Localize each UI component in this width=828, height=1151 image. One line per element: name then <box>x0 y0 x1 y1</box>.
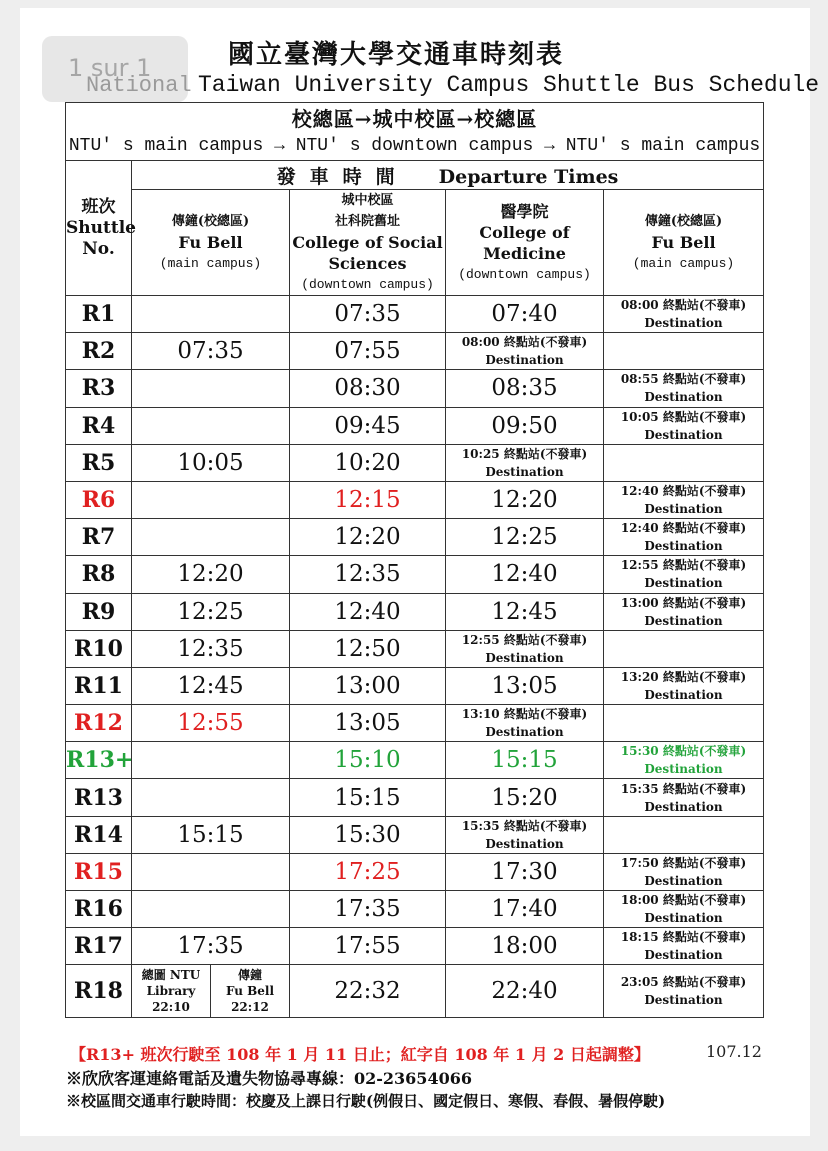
time: 15:20 <box>491 784 558 811</box>
shuttle-no-cell <box>66 407 132 444</box>
bell-zh: 傳鐘 <box>237 968 262 983</box>
medicine-dest-cell <box>446 333 604 370</box>
fu-bell-dest-cell <box>604 444 764 481</box>
destination-label: Destination <box>644 873 723 888</box>
departure-en: Departure Times <box>438 165 619 188</box>
shuttle-no-cell <box>66 333 132 370</box>
social-sciences-time-cell <box>290 853 446 890</box>
shuttle-no: R12 <box>74 710 123 737</box>
time: 17:55 <box>334 933 401 960</box>
col3-zh: 醫學院 <box>500 201 549 221</box>
time: 17:35 <box>334 896 401 923</box>
medicine-time-cell <box>446 556 604 593</box>
fu-bell-time-cell <box>132 928 290 965</box>
destination-label: Destination <box>485 353 564 368</box>
table-row <box>66 333 764 370</box>
shuttle-no: R2 <box>81 338 116 365</box>
shuttle-no: R11 <box>74 672 123 699</box>
shuttle-no-cell <box>66 296 132 333</box>
time: 07:55 <box>334 338 401 365</box>
social-sciences-time-cell <box>290 630 446 667</box>
table-row <box>66 779 764 816</box>
shuttle-no: R10 <box>74 635 123 662</box>
table-row <box>66 481 764 518</box>
time: 12:50 <box>334 635 401 662</box>
fu-bell-dest-cell <box>604 853 764 890</box>
table-row <box>66 965 764 1018</box>
col2-en: College of Social Sciences <box>292 233 443 273</box>
social-sciences-time-cell <box>290 556 446 593</box>
fu-bell-time-cell <box>132 705 290 742</box>
col4-zh: 傳鐘(校總區) <box>644 214 723 229</box>
fu-bell-dest-cell <box>604 816 764 853</box>
social-sciences-time-cell <box>290 928 446 965</box>
destination-label: Destination <box>644 576 723 591</box>
destination-label: Destination <box>485 725 564 740</box>
col1-sub: (main campus) <box>159 256 262 271</box>
social-sciences-time-cell <box>290 891 446 928</box>
social-sciences-time-cell <box>290 296 446 333</box>
destination-time: 23:05 終點站(不發車) <box>620 975 747 990</box>
social-sciences-time-cell <box>290 333 446 370</box>
destination-time: 15:35 終點站(不發車) <box>620 781 747 796</box>
time: 07:40 <box>491 301 558 328</box>
social-sciences-time-cell <box>290 816 446 853</box>
medicine-time-cell <box>446 593 604 630</box>
social-sciences-time-cell <box>290 370 446 407</box>
fu-bell-dest-cell <box>604 407 764 444</box>
fu-bell-time-cell <box>132 370 290 407</box>
r18-fu-bell-cell <box>132 965 290 1018</box>
destination-time: 12:55 終點站(不發車) <box>620 558 747 573</box>
col4-en: Fu Bell <box>651 233 716 252</box>
medicine-time-cell <box>446 296 604 333</box>
fu-bell-time-cell <box>132 333 290 370</box>
medicine-time-cell <box>446 481 604 518</box>
medicine-dest-cell <box>446 705 604 742</box>
col2-zh1: 城中校區 <box>341 193 394 208</box>
col2-zh2: 社科院舊址 <box>334 214 400 229</box>
time: 17:25 <box>334 858 401 885</box>
time: 12:45 <box>491 598 558 625</box>
time: 07:35 <box>334 301 401 328</box>
medicine-dest-cell <box>446 444 604 481</box>
table-row <box>66 593 764 630</box>
social-sciences-time-cell <box>290 444 446 481</box>
time: 10:05 <box>177 449 244 476</box>
time: 12:40 <box>334 598 401 625</box>
library-time: 22:10 <box>152 1000 190 1015</box>
table-row <box>66 816 764 853</box>
medicine-dest-cell <box>446 816 604 853</box>
time: 17:35 <box>177 933 244 960</box>
fu-bell-dest-cell <box>604 630 764 667</box>
medicine-time-cell <box>446 519 604 556</box>
library-zh: 總圖 NTU <box>141 968 201 983</box>
social-sciences-time-cell <box>290 519 446 556</box>
time: 12:55 <box>177 710 244 737</box>
col1-en: Fu Bell <box>178 233 243 252</box>
table-row <box>66 853 764 890</box>
title-english-text: Taiwan University Campus Shuttle Bus Schedule <box>198 72 820 98</box>
table-row <box>66 928 764 965</box>
shuttle-no: R16 <box>74 896 123 923</box>
destination-label: Destination <box>644 911 723 926</box>
time: 09:45 <box>334 412 401 439</box>
destination-time: 12:40 終點站(不發車) <box>620 484 747 499</box>
fu-bell-dest-cell <box>604 593 764 630</box>
fu-bell-time-cell <box>132 667 290 704</box>
col-fu-bell-dest-header <box>604 190 764 296</box>
fu-bell-dest-cell <box>604 965 764 1018</box>
destination-label: Destination <box>644 427 723 442</box>
shuttle-no-cell <box>66 742 132 779</box>
table-row <box>66 891 764 928</box>
fu-bell-time-cell <box>132 891 290 928</box>
social-sciences-time-cell <box>290 742 446 779</box>
time: 09:50 <box>491 412 558 439</box>
time: 12:40 <box>491 561 558 588</box>
shuttle-no: R4 <box>81 412 116 439</box>
title-english-prefix: National <box>86 73 192 98</box>
medicine-dest-cell <box>446 630 604 667</box>
version: 107.12 <box>706 1042 762 1061</box>
fu-bell-time-cell <box>132 630 290 667</box>
col2-sub: (downtown campus) <box>301 277 434 292</box>
fu-bell-time-cell <box>132 407 290 444</box>
destination-label: Destination <box>644 539 723 554</box>
library-stop <box>132 965 211 1017</box>
shuttle-no-cell <box>66 779 132 816</box>
destination-time: 15:35 終點站(不發車) <box>461 818 588 833</box>
shuttle-header <box>66 161 136 296</box>
route-english: NTU' s main campus → NTU' s downtown campus → NTU' s main campus <box>66 132 764 161</box>
table-row <box>66 519 764 556</box>
destination-label: Destination <box>485 464 564 479</box>
table-row <box>66 742 764 779</box>
shuttle-no-cell <box>66 370 132 407</box>
time: 15:10 <box>334 747 401 774</box>
destination-time: 10:05 終點站(不發車) <box>620 409 747 424</box>
time: 12:15 <box>334 487 401 514</box>
fu-bell-dest-cell <box>604 779 764 816</box>
medicine-time-cell <box>446 779 604 816</box>
col4-sub: (main campus) <box>632 256 735 271</box>
destination-time: 18:00 終點站(不發車) <box>620 893 747 908</box>
destination-time: 08:00 終點站(不發車) <box>620 298 747 313</box>
footer-note-2: ※欣欣客運連絡電話及遺失物協尋專線：02-23654066 <box>66 1069 472 1088</box>
time: 13:05 <box>491 672 558 699</box>
fu-bell-dest-cell <box>604 928 764 965</box>
destination-time: 18:15 終點站(不發車) <box>620 930 747 945</box>
fu-bell-time-cell <box>132 296 290 333</box>
destination-label: Destination <box>644 687 723 702</box>
destination-label: Destination <box>485 650 564 665</box>
time: 12:35 <box>334 561 401 588</box>
time: 07:35 <box>177 338 244 365</box>
shuttle-no: R5 <box>81 449 116 476</box>
table-row <box>66 444 764 481</box>
fu-bell-dest-cell <box>604 891 764 928</box>
time: 13:00 <box>334 672 401 699</box>
time: 18:00 <box>491 933 558 960</box>
r18-split <box>132 965 289 1017</box>
title-chinese: 國立臺灣大學交通車時刻表 <box>228 40 565 70</box>
bell-time: 22:12 <box>231 1000 269 1015</box>
destination-label: Destination <box>644 390 723 405</box>
time: 13:05 <box>334 710 401 737</box>
shuttle-no: R7 <box>81 524 116 551</box>
social-sciences-time-cell <box>290 481 446 518</box>
fu-bell-dest-cell <box>604 556 764 593</box>
destination-label: Destination <box>644 799 723 814</box>
time: 15:15 <box>177 821 244 848</box>
destination-time: 13:00 終點站(不發車) <box>620 595 747 610</box>
time: 08:35 <box>491 375 558 402</box>
col3-sub: (downtown campus) <box>458 266 591 282</box>
shuttle-no-cell <box>66 556 132 593</box>
medicine-time-cell <box>446 853 604 890</box>
col1-zh: 傳鐘(校總區) <box>171 214 250 229</box>
fu-bell-dest-cell <box>604 296 764 333</box>
destination-time: 17:50 終點站(不發車) <box>620 855 747 870</box>
fu-bell-time-cell <box>132 481 290 518</box>
footer-note-1 <box>70 1042 762 1065</box>
bell-en: Fu Bell <box>225 984 275 999</box>
shuttle-no-cell <box>66 519 132 556</box>
time: 15:30 <box>334 821 401 848</box>
destination-time: 13:10 終點站(不發車) <box>461 707 588 722</box>
destination-time: 12:40 終點站(不發車) <box>620 521 747 536</box>
fu-bell-dest-cell <box>604 370 764 407</box>
shuttle-no: R14 <box>74 821 123 848</box>
shuttle-no: R17 <box>74 933 123 960</box>
medicine-time-cell <box>446 370 604 407</box>
fu-bell-dest-cell <box>604 742 764 779</box>
time: 12:25 <box>177 598 244 625</box>
time: 12:25 <box>491 524 558 551</box>
shuttle-no-cell <box>66 853 132 890</box>
shuttle-no: R9 <box>81 598 116 625</box>
time: 12:20 <box>177 561 244 588</box>
fu-bell-time-cell <box>132 556 290 593</box>
table-row <box>66 407 764 444</box>
library-en: Library <box>146 984 196 999</box>
medicine-time-cell <box>446 928 604 965</box>
time: 15:15 <box>491 747 558 774</box>
destination-time: 08:55 終點站(不發車) <box>620 372 747 387</box>
shuttle-header-zh: 班次 <box>81 196 116 217</box>
destination-time: 13:20 終點站(不發車) <box>620 669 747 684</box>
time: 22:40 <box>491 978 558 1005</box>
medicine-time-cell <box>446 667 604 704</box>
fu-bell-time-cell <box>132 779 290 816</box>
schedule-table <box>65 102 764 1018</box>
shuttle-header-en1: Shuttle <box>66 217 136 238</box>
departure-zh: 發車時間 <box>276 165 409 188</box>
medicine-time-cell <box>446 407 604 444</box>
time: 22:32 <box>334 978 401 1005</box>
shuttle-header-en2: No. <box>82 238 115 259</box>
social-sciences-time-cell <box>290 705 446 742</box>
col-fu-bell-header <box>132 190 290 296</box>
time: 17:30 <box>491 858 558 885</box>
shuttle-no: R6 <box>81 487 116 514</box>
fu-bell-dest-cell <box>604 481 764 518</box>
shuttle-no-cell <box>66 965 132 1018</box>
table-row <box>66 705 764 742</box>
table-row <box>66 556 764 593</box>
title-english <box>86 72 820 98</box>
table-row <box>66 370 764 407</box>
shuttle-no-cell <box>66 481 132 518</box>
shuttle-no-cell <box>66 444 132 481</box>
destination-label: Destination <box>644 948 723 963</box>
shuttle-no: R18 <box>74 978 123 1005</box>
col3-en: College of Medicine <box>479 222 570 263</box>
social-sciences-time-cell <box>290 593 446 630</box>
time: 08:30 <box>334 375 401 402</box>
fu-bell-dest-cell <box>604 705 764 742</box>
departure-header <box>132 161 764 190</box>
destination-label: Destination <box>644 613 723 628</box>
fu-bell-stop <box>211 965 290 1017</box>
table-row <box>66 667 764 704</box>
destination-time: 10:25 終點站(不發車) <box>461 446 588 461</box>
time: 10:20 <box>334 449 401 476</box>
time: 12:35 <box>177 635 244 662</box>
destination-label: Destination <box>644 762 723 777</box>
fu-bell-time-cell <box>132 519 290 556</box>
medicine-time-cell <box>446 742 604 779</box>
fu-bell-dest-cell <box>604 519 764 556</box>
shuttle-no: R8 <box>81 561 116 588</box>
shuttle-no-cell <box>66 593 132 630</box>
time: 12:45 <box>177 672 244 699</box>
fu-bell-dest-cell <box>604 667 764 704</box>
shuttle-no-cell <box>66 816 132 853</box>
fu-bell-time-cell <box>132 853 290 890</box>
route-chinese: 校總區→城中校區→校總區 <box>66 103 764 133</box>
destination-time: 12:55 終點站(不發車) <box>461 632 588 647</box>
shuttle-no: R1 <box>81 301 116 328</box>
time: 12:20 <box>334 524 401 551</box>
shuttle-no-cell <box>66 667 132 704</box>
social-sciences-time-cell <box>290 779 446 816</box>
destination-label: Destination <box>644 993 723 1008</box>
medicine-time-cell <box>446 891 604 928</box>
shuttle-no: R3 <box>81 375 116 402</box>
time: 15:15 <box>334 784 401 811</box>
destination-time: 15:30 終點站(不發車) <box>620 744 747 759</box>
shuttle-no-cell <box>66 928 132 965</box>
time: 17:40 <box>491 896 558 923</box>
page-indicator: 1 sur 1 <box>42 36 188 102</box>
destination-label: Destination <box>644 316 723 331</box>
social-sciences-time-cell <box>290 965 446 1018</box>
shuttle-no-cell <box>66 630 132 667</box>
shuttle-no: R13 <box>74 784 123 811</box>
table-row <box>66 296 764 333</box>
table-row <box>66 630 764 667</box>
fu-bell-time-cell <box>132 593 290 630</box>
fu-bell-time-cell <box>132 444 290 481</box>
medicine-time-cell <box>446 965 604 1018</box>
col-medicine-header <box>446 190 604 296</box>
shuttle-no: R15 <box>74 858 123 885</box>
social-sciences-time-cell <box>290 667 446 704</box>
shuttle-no-cell <box>66 705 132 742</box>
destination-label: Destination <box>644 502 723 517</box>
fu-bell-dest-cell <box>604 333 764 370</box>
destination-time: 08:00 終點站(不發車) <box>461 335 588 350</box>
destination-label: Destination <box>485 836 564 851</box>
time: 12:20 <box>491 487 558 514</box>
footer-note-3: ※校區間交通車行駛時間：校慶及上課日行駛(例假日、國定假日、寒假、春假、暑假停駛) <box>66 1092 666 1110</box>
shuttle-no: R13+ <box>66 747 134 774</box>
social-sciences-time-cell <box>290 407 446 444</box>
footer-note-1-text: 【R13+ 班次行駛至 108 年 1 月 11 日止；紅字自 108 年 1 月 2 日起調整】 <box>70 1045 650 1064</box>
fu-bell-time-cell <box>132 816 290 853</box>
shuttle-no-cell <box>66 891 132 928</box>
fu-bell-time-cell <box>132 742 290 779</box>
col-social-sciences-header <box>290 190 446 296</box>
